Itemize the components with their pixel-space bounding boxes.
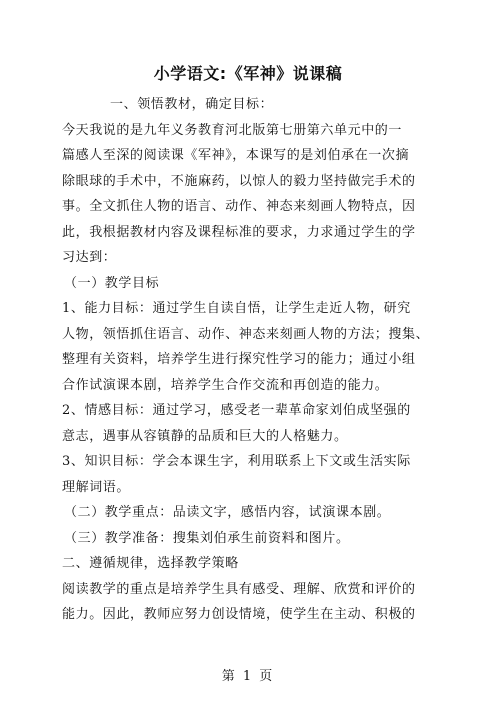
paragraph-line: 2、情感目标：通过学习，感受老一辈革命家刘伯成坚强的 xyxy=(62,403,411,418)
paragraph-line: 人物，领悟抓住语言、动作、神态来刻画人物的方法；搜集、 xyxy=(62,326,430,342)
paragraph-line: 1、能力目标：通过学生自读自悟，让学生走近人物，研究 xyxy=(62,301,411,316)
paragraph-line: 意志，遇事从容镇静的品质和巨大的人格魅力。 xyxy=(62,428,348,444)
paragraph-line: 合作试演课本剧，培养学生合作交流和再创造的能力。 xyxy=(62,377,389,393)
paragraph-line: 习达到： xyxy=(62,250,117,265)
paragraph-line: 3、知识目标：学会本课生字，利用联系上下文或生活实际 xyxy=(62,454,411,469)
paragraph-line: 篇感人至深的阅读课《军神》，本课写的是刘伯承在一次摘 xyxy=(62,148,410,163)
paragraph-line: 阅读教学的重点是培养学生具有感受、理解、欣赏和评价的 xyxy=(62,581,416,597)
paragraph-line: 除眼球的手术中，不施麻药，以惊人的毅力坚持做完手术的 xyxy=(62,173,416,189)
subsection-heading: （一）教学目标 xyxy=(64,275,160,291)
paragraph-line: 事。全文抓住人物的语言、动作、神态来刻画人物特点，因 xyxy=(62,199,416,214)
paragraph-line: 今天我说的是九年义务教育河北版第七册第六单元中的一 xyxy=(62,122,403,138)
paragraph-line: 此，我根据教材内容及课程标准的要求，力求通过学生的学 xyxy=(62,224,416,240)
subsection-heading: （三）教学准备：搜集刘伯承生前资料和图片。 xyxy=(64,530,350,546)
page-number: 第 1 页 xyxy=(221,669,275,684)
section-heading: 二、遵循规律，选择教学策略 xyxy=(62,556,239,571)
document-title: 小学语文:《军神》说课稿 xyxy=(153,64,343,83)
paragraph-line: 理解词语。 xyxy=(62,479,131,495)
document-body xyxy=(62,92,434,628)
section-heading: 一、领悟教材，确定目标： xyxy=(110,97,274,112)
paragraph-line: 整理有关资料，培养学生进行探究性学习的能力；通过小组 xyxy=(62,352,416,367)
paragraph-line: 能力。因此，教师应努力创设情境，使学生在主动、积极的 xyxy=(62,607,416,622)
subsection-heading: （二）教学重点：品读文字，感悟内容，试演课本剧。 xyxy=(64,505,391,520)
